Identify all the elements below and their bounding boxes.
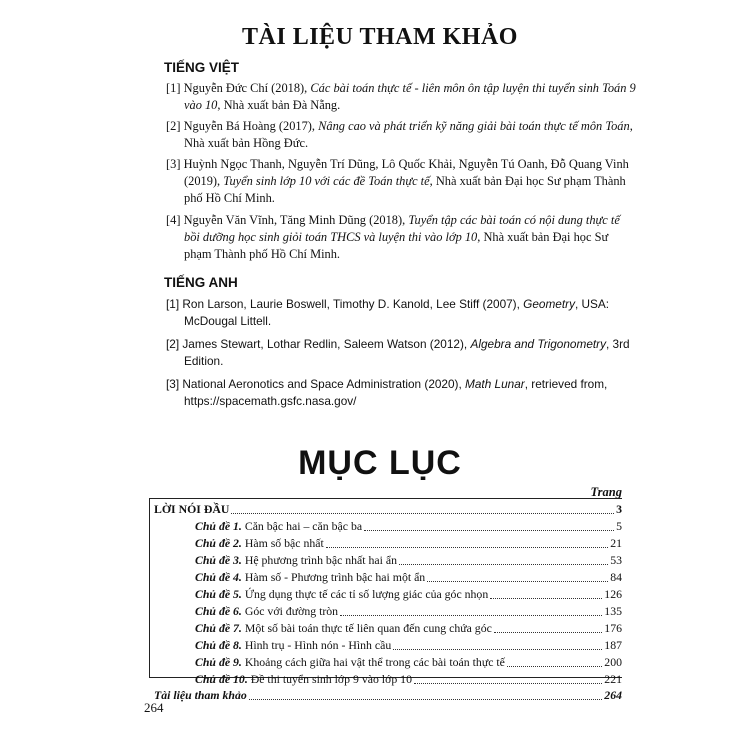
ref-publisher: , retrieved from, https://spacemath.gsfc.nasa.gov/ <box>184 377 608 408</box>
toc-topic-prefix: Chủ đề 9. <box>195 655 242 669</box>
toc-topic-prefix: Chủ đề 6. <box>195 604 242 618</box>
ref-publisher: , Nhà xuất bản Đại học Sư phạm Thành phố Hồ Chí Minh. <box>184 174 626 205</box>
toc-leader-dots <box>490 597 602 599</box>
toc-leader-dots <box>427 580 608 582</box>
ref-publisher: , 3rd Edition. <box>184 337 630 368</box>
en-reference-1 <box>166 296 636 330</box>
toc-entry-topic-3[interactable] <box>195 551 622 568</box>
ref-work: Tuyển sinh lớp 10 với các đề Toán thực tế <box>223 174 430 188</box>
toc-entry-topic-6[interactable] <box>195 602 622 619</box>
toc-leader-dots <box>494 631 602 633</box>
toc-entry-topic-2[interactable] <box>195 534 622 551</box>
book-page <box>138 0 636 750</box>
toc-topic-prefix: Chủ đề 5. <box>195 587 242 601</box>
toc-left-border <box>149 499 150 677</box>
toc-entry-page: 5 <box>616 519 622 533</box>
toc-topic-prefix: Chủ đề 7. <box>195 621 242 635</box>
toc-topic-prefix: Chủ đề 2. <box>195 536 242 550</box>
toc-entry-label: Góc với đường tròn <box>241 604 339 618</box>
toc-entry-page: 200 <box>604 655 622 669</box>
toc-topic-prefix: Chủ đề 4. <box>195 570 242 584</box>
ref-authors: Nguyễn Đức Chí (2018), <box>183 81 311 95</box>
toc-entry-page: 21 <box>610 536 622 550</box>
toc-entry-page: 187 <box>604 638 622 652</box>
vi-reference-1 <box>166 80 636 114</box>
ref-work: Nâng cao và phát triển kỹ năng giải bài toán thực tế môn Toán <box>318 119 630 133</box>
ref-work: Các bài toán thực tế - liên môn ôn tập luyện thi tuyển sinh Toán 9 vào 10 <box>184 81 636 112</box>
ref-number: [2] <box>166 119 181 133</box>
english-heading: TIẾNG ANH <box>164 275 238 290</box>
toc-title: MỤC LỤC <box>298 444 462 482</box>
toc-entry-label: Hình trụ - Hình nón - Hình cầu <box>241 638 392 652</box>
ref-authors: Ron Larson, Laurie Boswell, Timothy D. Kanold, Lee Stiff (2007), <box>182 297 524 311</box>
toc-entry-page: 53 <box>610 553 622 567</box>
ref-publisher: , Nhà xuất bản Đà Nẵng. <box>217 98 341 112</box>
vi-reference-2 <box>166 118 636 152</box>
toc-entry-label: Tài liệu tham khảo <box>154 688 247 702</box>
toc-leader-dots <box>507 665 602 667</box>
references-title: TÀI LIỆU THAM KHẢO <box>242 24 518 50</box>
toc-entry-label: Đề thi tuyển sinh lớp 9 vào lớp 10 <box>247 672 412 686</box>
ref-number: [1] <box>166 81 181 95</box>
ref-number: [1] <box>166 297 180 311</box>
toc-topic-prefix: Chủ đề 8. <box>195 638 242 652</box>
vietnamese-heading: TIẾNG VIỆT <box>164 60 240 75</box>
ref-publisher: , Nhà xuất bản Hồng Đức. <box>184 119 633 150</box>
toc-entry-label: Một số bài toán thực tế liên quan đến cung chứa góc <box>241 621 492 635</box>
ref-work: Algebra and Trigonometry <box>470 337 606 351</box>
vi-reference-3 <box>166 156 636 207</box>
toc-leader-dots <box>399 563 608 565</box>
ref-number: [4] <box>166 213 181 227</box>
en-reference-2 <box>166 336 636 370</box>
toc-entry-page: 176 <box>604 621 622 635</box>
ref-work: Math Lunar <box>465 377 525 391</box>
toc-entry-page: 3 <box>616 502 622 516</box>
toc-entry-topic-10[interactable] <box>195 670 622 687</box>
ref-authors: Nguyễn Bá Hoàng (2017), <box>183 119 319 133</box>
toc-page-header: Trang <box>590 485 622 499</box>
toc-entry-label: Ứng dụng thực tế các tỉ số lượng giác của góc nhọn <box>241 587 489 601</box>
toc-leader-dots <box>393 648 602 650</box>
toc-topic-prefix: Chủ đề 3. <box>195 553 242 567</box>
toc-leader-dots <box>231 512 614 514</box>
toc-leader-dots <box>249 698 603 700</box>
toc-entry-topic-4[interactable] <box>195 568 622 585</box>
ref-authors: Huỳnh Ngọc Thanh, Nguyễn Trí Dũng, Lô Quốc Khải, Nguyễn Tú Oanh, Đỗ Quang Vinh (2019), <box>183 157 629 188</box>
toc-entry-page: 126 <box>604 587 622 601</box>
ref-publisher: , USA: McDougal Littell. <box>184 297 610 328</box>
toc-entry-topic-7[interactable] <box>195 619 622 636</box>
toc-entry-label: Khoảng cách giữa hai vật thể trong các bài toán thực tế <box>241 655 505 669</box>
toc-entry-topic-8[interactable] <box>195 636 622 653</box>
toc-leader-dots <box>414 682 602 684</box>
page-number: 264 <box>144 700 164 715</box>
ref-authors: Nguyễn Văn Vĩnh, Tăng Minh Dũng (2018), <box>183 213 409 227</box>
ref-number: [3] <box>166 377 180 391</box>
toc-topic-prefix: Chủ đề 1. <box>195 519 242 533</box>
toc-entry-page: 221 <box>604 672 622 686</box>
toc-entry-topic-1[interactable] <box>195 517 622 534</box>
ref-number: [2] <box>166 337 180 351</box>
toc-entry-topic-5[interactable] <box>195 585 622 602</box>
toc-leader-dots <box>340 614 602 616</box>
toc-entry-topic-9[interactable] <box>195 653 622 670</box>
toc-entry-page: 84 <box>610 570 622 584</box>
toc-entry-preface[interactable] <box>154 500 622 517</box>
toc-entry-label: LỜI NÓI ĐẦU <box>154 502 230 516</box>
toc-entry-label: Hàm số bậc nhất <box>241 536 324 550</box>
ref-authors: National Aeronotics and Space Administration (2020), <box>182 377 466 391</box>
toc-leader-dots <box>326 546 608 548</box>
toc-leader-dots <box>364 529 614 531</box>
en-reference-3 <box>166 376 636 410</box>
toc-entry-label: Căn bậc hai – căn bậc ba <box>241 519 363 533</box>
vi-reference-4 <box>166 212 636 263</box>
ref-publisher: , Nhà xuất bản Đại học Sư phạm Thành phố Hồ Chí Minh. <box>184 230 609 261</box>
toc-entry-label: Hàm số - Phương trình bậc hai một ẩn <box>241 570 426 584</box>
ref-number: [3] <box>166 157 181 171</box>
ref-work: Tuyển tập các bài toán có nội dung thực tế bồi dưỡng học sinh giỏi toán THCS và luyện thi vào lớp 10 <box>184 213 620 244</box>
toc-entry-references[interactable] <box>154 686 622 703</box>
ref-authors: James Stewart, Lothar Redlin, Saleem Watson (2012), <box>182 337 471 351</box>
toc-entry-page: 135 <box>604 604 622 618</box>
toc-topic-prefix: Chủ đề 10. <box>195 672 248 686</box>
toc-entry-page: 264 <box>604 688 622 702</box>
ref-work: Geometry <box>523 297 575 311</box>
toc-entry-label: Hệ phương trình bậc nhất hai ẩn <box>241 553 398 567</box>
